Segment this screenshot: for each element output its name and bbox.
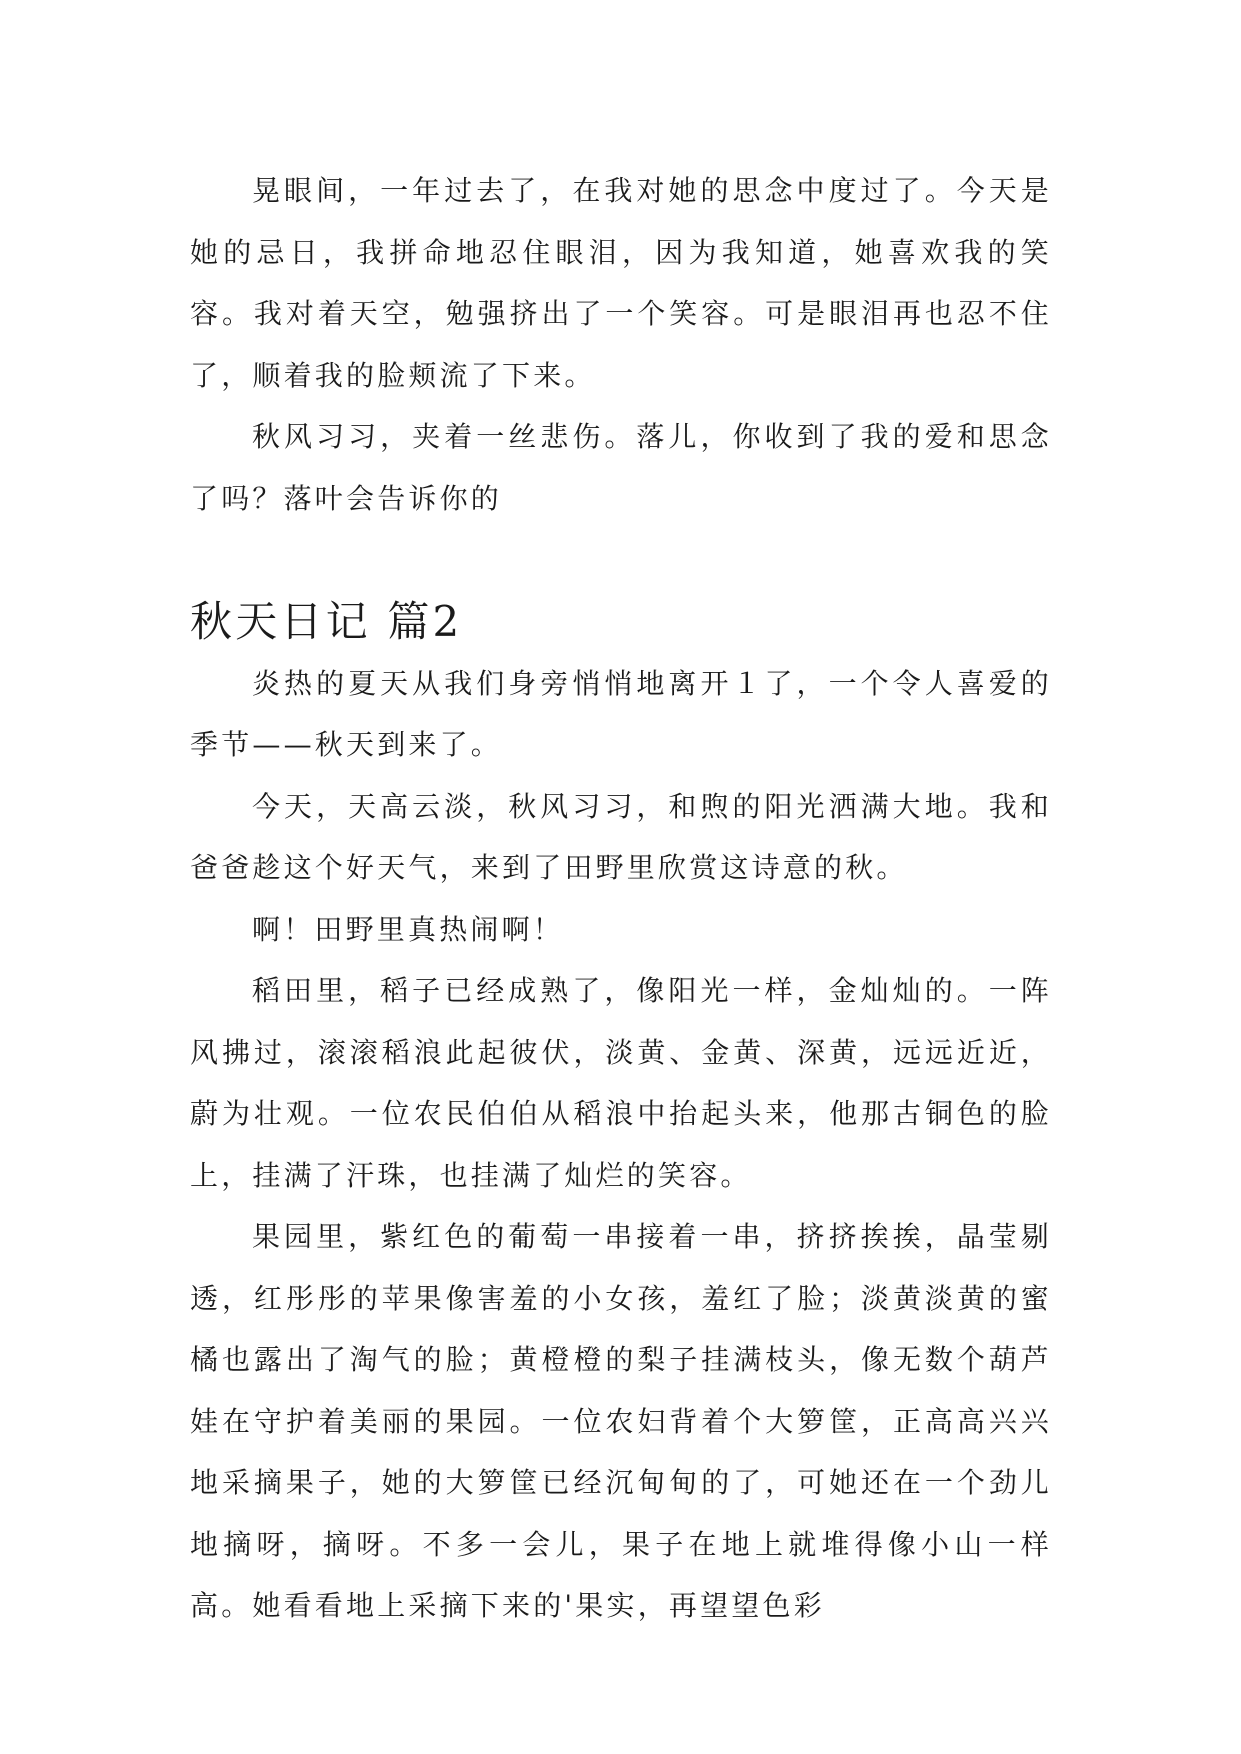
paragraph-6: 稻田里，稻子已经成熟了，像阳光一样，金灿灿的。一阵风拂过，滚滚稻浪此起彼伏，淡黄、金黄、深黄，远远近近，蔚为壮观。一位农民伯伯从稻浪中抬起头来，他那古铜色的脸上，挂满了汗珠，也挂满了灿烂的笑容。 (190, 974, 1052, 1192)
section-spacer (190, 529, 1052, 591)
paragraph-1: 晃眼间，一年过去了，在我对她的思念中度过了。今天是她的忌日，我拼命地忍住眼泪，因为我知道，她喜欢我的笑容。我对着天空，勉强挤出了一个笑容。可是眼泪再也忍不住了，顺着我的脸颊流了下来。 (190, 174, 1052, 392)
paragraph-3: 炎热的夏天从我们身旁悄悄地离开１了，一个令人喜爱的季节——秋天到来了。 (190, 666, 1052, 761)
paragraph-7: 果园里，紫红色的葡萄一串接着一串，挤挤挨挨，晶莹剔透，红彤彤的苹果像害羞的小女孩，羞红了脸；淡黄淡黄的蜜橘也露出了淘气的脸；黄橙橙的梨子挂满枝头，像无数个葫芦娃在守护着美丽的果园。一位农妇背着个大箩筐，正高高兴兴地采摘果子，她的大箩筐已经沉甸甸的了，可她还在一个劲儿地摘呀，摘呀。不多一会儿，果子在地上就堆得像小山一样高。她看看地上采摘下来的'果实，再望望色彩 (190, 1220, 1052, 1622)
document-page (190, 160, 1052, 1637)
paragraph-4: 今天，天高云淡，秋风习习，和煦的阳光洒满大地。我和爸爸趁这个好天气，来到了田野里欣赏这诗意的秋。 (190, 789, 1052, 884)
paragraph-5: 啊！田野里真热闹啊！ (252, 912, 565, 946)
paragraph-2: 秋风习习，夹着一丝悲伤。落儿，你收到了我的爱和思念了吗？落叶会告诉你的 (190, 420, 1052, 515)
section-title: 秋天日记 篇2 (190, 597, 463, 646)
